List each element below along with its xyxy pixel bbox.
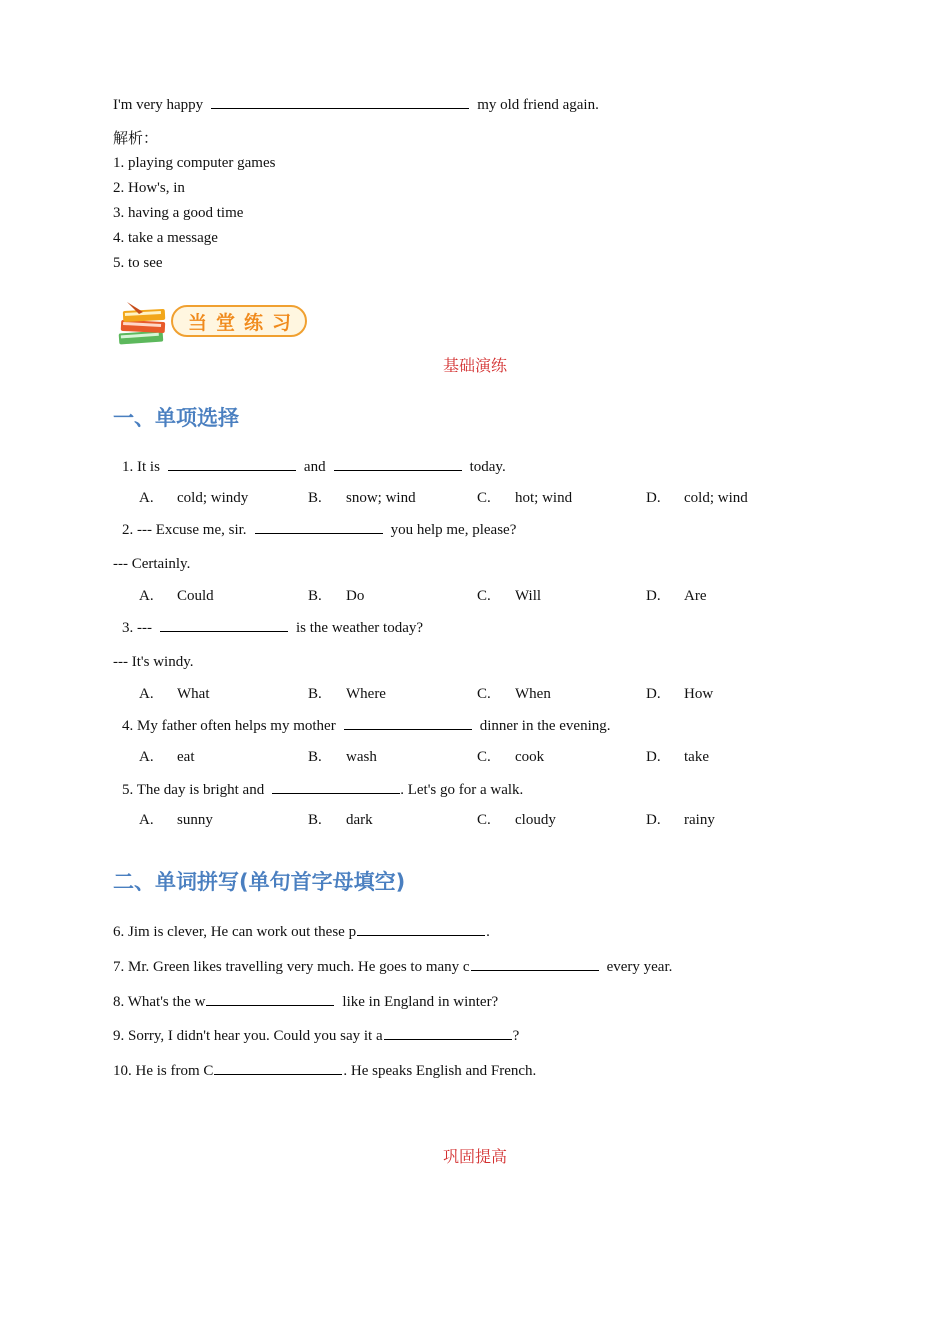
answer-blank[interactable] xyxy=(384,1025,512,1040)
option-d-text: cold; wind xyxy=(684,490,748,506)
question-8-text: 8. What's the w xyxy=(113,994,206,1010)
option-d[interactable] xyxy=(646,684,661,704)
option-letter: B. xyxy=(308,686,322,702)
option-d-text: take xyxy=(684,749,709,765)
question-1-text: today. xyxy=(469,459,506,475)
question-10-text: . He speaks English and French. xyxy=(343,1063,537,1079)
option-letter: C. xyxy=(477,490,491,506)
question-4-text: dinner in the evening. xyxy=(479,718,611,734)
option-d[interactable] xyxy=(646,810,661,830)
answer-blank[interactable] xyxy=(471,956,599,971)
question-8-text: like in England in winter? xyxy=(342,994,499,1010)
banner-label: 当堂练习 xyxy=(171,305,307,337)
question-10 xyxy=(113,1060,536,1081)
consolidation-heading: 巩固提高 xyxy=(442,1149,507,1166)
option-letter: C. xyxy=(477,749,491,765)
question-6 xyxy=(113,921,490,942)
practice-heading: 基础演练 xyxy=(442,358,507,375)
question-3-text: is the weather today? xyxy=(296,620,424,636)
question-5-text: . Let's go for a walk. xyxy=(400,782,524,798)
option-a[interactable] xyxy=(139,747,154,767)
option-a[interactable] xyxy=(139,684,154,704)
option-b-text: dark xyxy=(346,812,373,828)
question-3 xyxy=(122,617,423,638)
option-b-text: wash xyxy=(346,749,377,765)
option-letter: D. xyxy=(646,588,661,604)
option-letter: C. xyxy=(477,588,491,604)
answer-blank[interactable] xyxy=(255,519,383,534)
question-10-text: 10. He is from C xyxy=(113,1063,214,1079)
analysis-item: 1. playing computer games xyxy=(113,155,276,171)
answer-blank[interactable] xyxy=(272,779,400,794)
option-c-text: Will xyxy=(515,588,542,604)
question-6-text: 6. Jim is clever, He can work out these p xyxy=(113,924,357,940)
question-4-text: 4. My father often helps my mother xyxy=(122,718,336,734)
top-sentence-after: my old friend again. xyxy=(477,97,599,113)
answer-blank[interactable] xyxy=(214,1060,342,1075)
top-sentence-before: I'm very happy xyxy=(113,97,204,113)
option-letter: B. xyxy=(308,812,322,828)
analysis-label: 解析： xyxy=(113,131,159,147)
option-letter: B. xyxy=(308,588,322,604)
option-letter: A. xyxy=(139,812,154,828)
analysis-item: 3. having a good time xyxy=(113,205,244,221)
question-1-text: 1. It is xyxy=(122,459,160,475)
option-b[interactable] xyxy=(308,684,322,704)
analysis-item: 5. to see xyxy=(113,255,163,271)
question-2-reply: --- Certainly. xyxy=(113,556,191,572)
question-9-text: ? xyxy=(512,1028,520,1044)
answer-blank[interactable] xyxy=(206,991,334,1006)
question-5 xyxy=(122,779,523,800)
option-a[interactable] xyxy=(139,586,154,606)
option-letter: A. xyxy=(139,686,154,702)
option-b[interactable] xyxy=(308,488,322,508)
option-b-text: Where xyxy=(346,686,386,702)
question-5-text: 5. The day is bright and xyxy=(122,782,265,798)
question-4 xyxy=(122,715,611,736)
option-letter: B. xyxy=(308,490,322,506)
option-c[interactable] xyxy=(477,810,491,830)
option-letter: A. xyxy=(139,588,154,604)
question-9 xyxy=(113,1025,519,1046)
answer-blank[interactable] xyxy=(344,715,472,730)
answer-blank[interactable] xyxy=(160,617,288,632)
option-c-text: When xyxy=(515,686,551,702)
option-a-text: eat xyxy=(177,749,195,765)
question-2 xyxy=(122,519,516,540)
option-d[interactable] xyxy=(646,586,661,606)
analysis-item: 4. take a message xyxy=(113,230,218,246)
option-d[interactable] xyxy=(646,488,661,508)
option-letter: C. xyxy=(477,812,491,828)
option-c-text: cook xyxy=(515,749,545,765)
option-c[interactable] xyxy=(477,684,491,704)
option-d[interactable] xyxy=(646,747,661,767)
option-a-text: sunny xyxy=(177,812,213,828)
analysis-item: 2. How's, in xyxy=(113,180,185,196)
option-letter: A. xyxy=(139,490,154,506)
answer-blank[interactable] xyxy=(357,921,485,936)
question-7 xyxy=(113,956,672,977)
question-8 xyxy=(113,991,498,1012)
answer-blank[interactable] xyxy=(211,94,469,109)
option-b[interactable] xyxy=(308,810,322,830)
question-7-text: 7. Mr. Green likes travelling very much. He goes to many c xyxy=(113,959,470,975)
option-letter: D. xyxy=(646,749,661,765)
option-letter: D. xyxy=(646,812,661,828)
option-c-text: cloudy xyxy=(515,812,556,828)
classroom-practice-banner xyxy=(113,298,313,350)
question-1-text: and xyxy=(303,459,326,475)
option-letter: A. xyxy=(139,749,154,765)
question-1 xyxy=(122,456,506,477)
question-2-text: 2. --- Excuse me, sir. xyxy=(122,522,247,538)
top-sentence xyxy=(113,94,599,115)
option-d-text: rainy xyxy=(684,812,715,828)
option-d-text: Are xyxy=(684,588,707,604)
option-c[interactable] xyxy=(477,488,491,508)
question-2-text: you help me, please? xyxy=(390,522,517,538)
answer-blank[interactable] xyxy=(168,456,296,471)
option-letter: C. xyxy=(477,686,491,702)
option-d-text: How xyxy=(684,686,714,702)
section1-title: 一、单项选择 xyxy=(113,406,239,430)
option-a-text: Could xyxy=(177,588,214,604)
section2-title: 二、单词拼写(单句首字母填空) xyxy=(113,870,406,894)
option-b[interactable] xyxy=(308,747,322,767)
question-3-reply: --- It's windy. xyxy=(113,654,194,670)
option-a[interactable] xyxy=(139,810,154,830)
option-b-text: snow; wind xyxy=(346,490,416,506)
answer-blank[interactable] xyxy=(334,456,462,471)
option-a-text: What xyxy=(177,686,210,702)
option-letter: D. xyxy=(646,686,661,702)
book-stack-icon xyxy=(113,298,175,350)
option-b[interactable] xyxy=(308,586,322,606)
question-3-text: 3. --- xyxy=(122,620,152,636)
option-c[interactable] xyxy=(477,747,491,767)
question-7-text: every year. xyxy=(606,959,673,975)
option-letter: D. xyxy=(646,490,661,506)
option-letter: B. xyxy=(308,749,322,765)
question-6-text: . xyxy=(486,924,490,940)
option-b-text: Do xyxy=(346,588,365,604)
option-a-text: cold; windy xyxy=(177,490,249,506)
option-c[interactable] xyxy=(477,586,491,606)
option-c-text: hot; wind xyxy=(515,490,573,506)
question-9-text: 9. Sorry, I didn't hear you. Could you say it a xyxy=(113,1028,383,1044)
option-a[interactable] xyxy=(139,488,154,508)
